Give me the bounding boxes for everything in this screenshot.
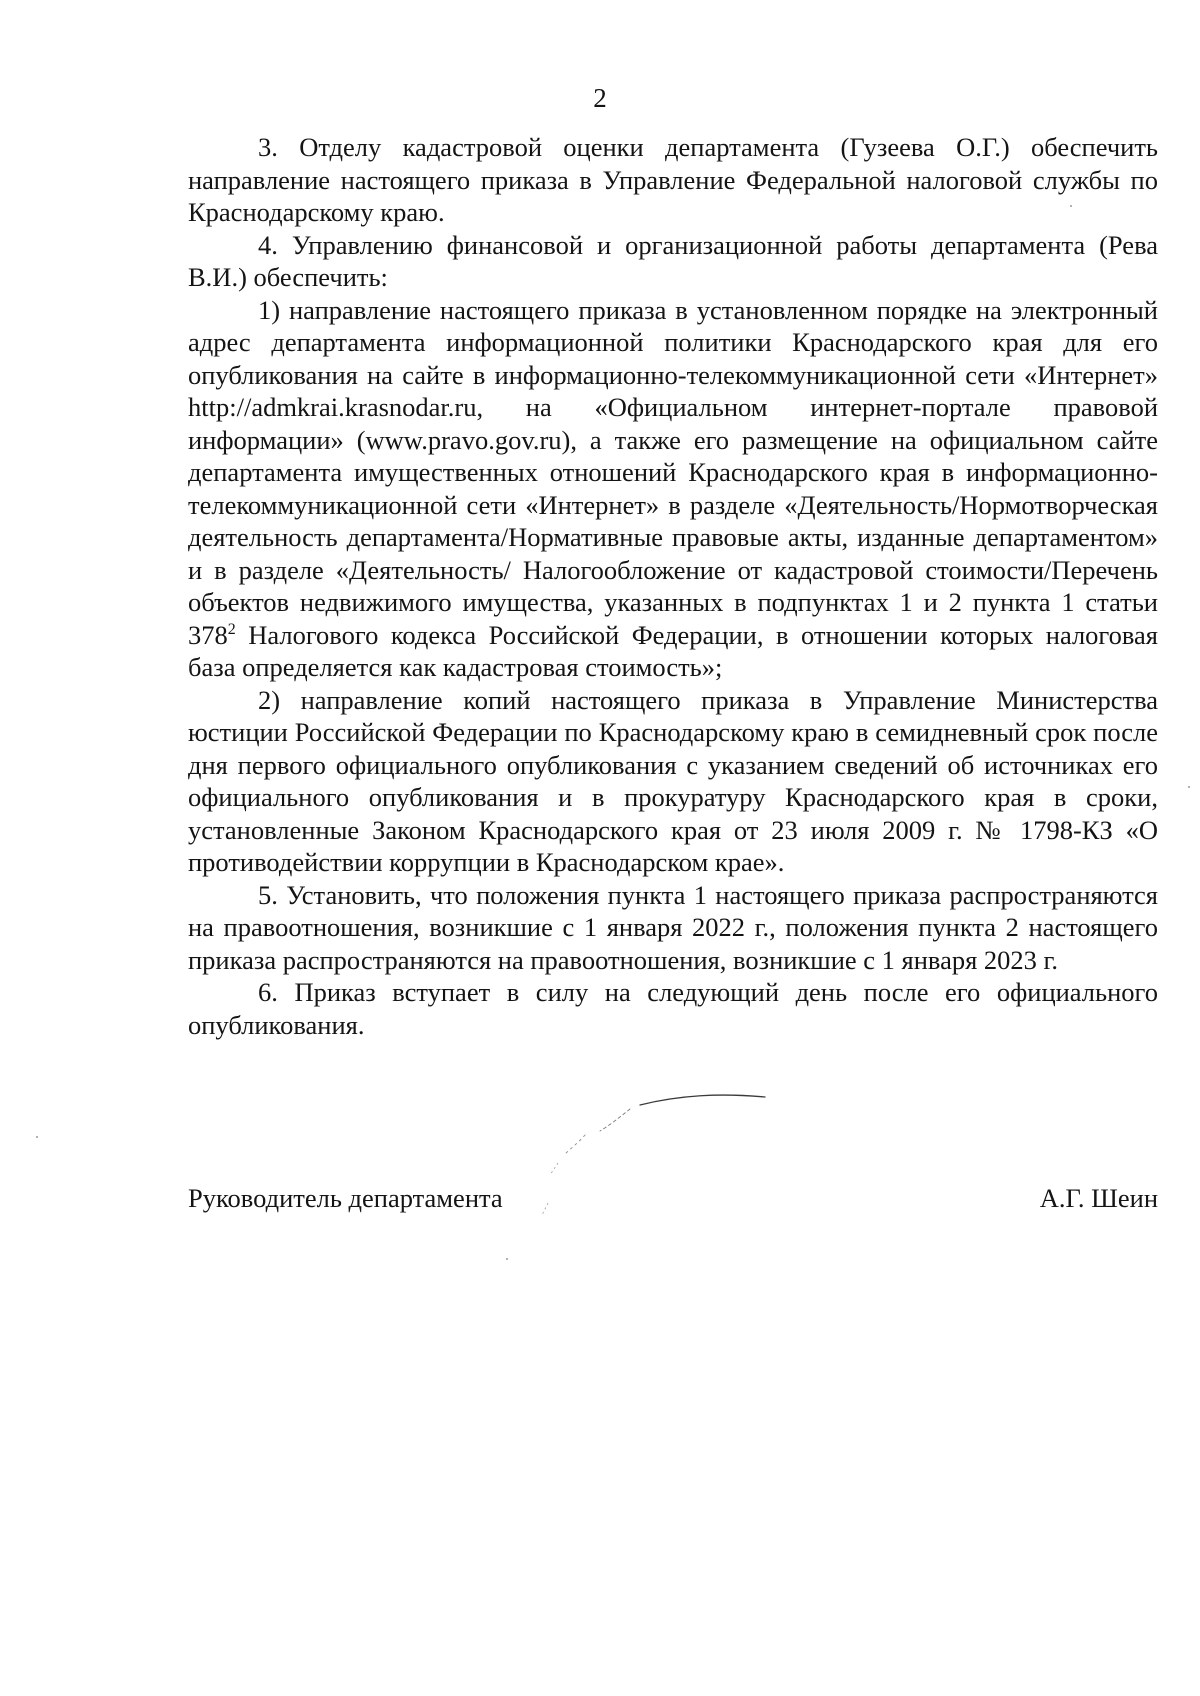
subitem-4-1-main-text: 1) направление настоящего приказа в установленном порядке на электронный адрес департамента информационной политики Краснодарского края для его опубликования на сайте в информационно-телекоммуникационной сети «Интернет» http://admkrai.krasnodar.ru, на «Официальном интернет-портале правовой информации» (www.pravo.gov.ru), а также его размещение на официальном сайте департамента имущественных отношений Краснодарского края в информационно-телекоммуникационной сети «Интернет» в разделе «Деятельность/Нормотворческая деятельность департамента/Нормативные правовые акты, изданные департаментом» и в разделе «Деятельность/ Налогообложение от кадастровой стоимости/Перечень объектов недвижимого имущества, указанных в подпунктах 1 и 2 пункта 1 статьи 378	[188, 294, 1158, 650]
document-body	[188, 131, 1158, 1041]
signature-block	[188, 1182, 1158, 1218]
paragraph-item-3: 3. Отделу кадастровой оценки департамента (Гузеева О.Г.) обеспечить направление настоящего приказа в Управление Федеральной налоговой службы по Краснодарскому краю.	[188, 132, 1158, 227]
page-number: 2	[593, 83, 607, 113]
paragraph-item-5: 5. Установить, что положения пункта 1 настоящего приказа распространяются на правоотношения, возникшие с 1 января 2022 г., положения пункта 2 настоящего приказа распространяются на правоотношения, возникшие с 1 января 2023 г.	[188, 879, 1158, 975]
scan-speck	[36, 1136, 38, 1138]
paragraph-item-6: 6. Приказ вступает в силу на следующий день после его официального опубликования.	[188, 977, 1158, 1040]
signer-position: Руководитель департамента	[188, 1183, 503, 1213]
paragraph-subitem-4-2: 2) направление копий настоящего приказа в Управление Министерства юстиции Российской Федерации по Краснодарскому краю в семидневный срок после дня первого официального опубликования с указанием сведений об источниках его официального опубликования и в прокуратуру Краснодарского края в сроки, установленные Законом Краснодарского края от 23 июля 2009 г. № 1798-КЗ «О противодействии коррупции в Краснодарском крае».	[188, 684, 1158, 877]
paragraph-item-4: 4. Управлению финансовой и организационной работы департамента (Рева В.И.) обеспечить:	[188, 229, 1158, 292]
signer-name: А.Г. Шеин	[1039, 1183, 1158, 1213]
paragraph-subitem-4-1	[188, 294, 1158, 684]
article-superscript: 2	[227, 620, 236, 638]
scan-speck	[506, 1258, 508, 1260]
scan-speck	[1070, 205, 1072, 207]
subitem-4-1-tail-text: Налогового кодекса Российской Федерации, в отношении которых налоговая база определяется как кадастровая стоимость»;	[188, 619, 1158, 682]
scan-speck	[1188, 786, 1190, 788]
